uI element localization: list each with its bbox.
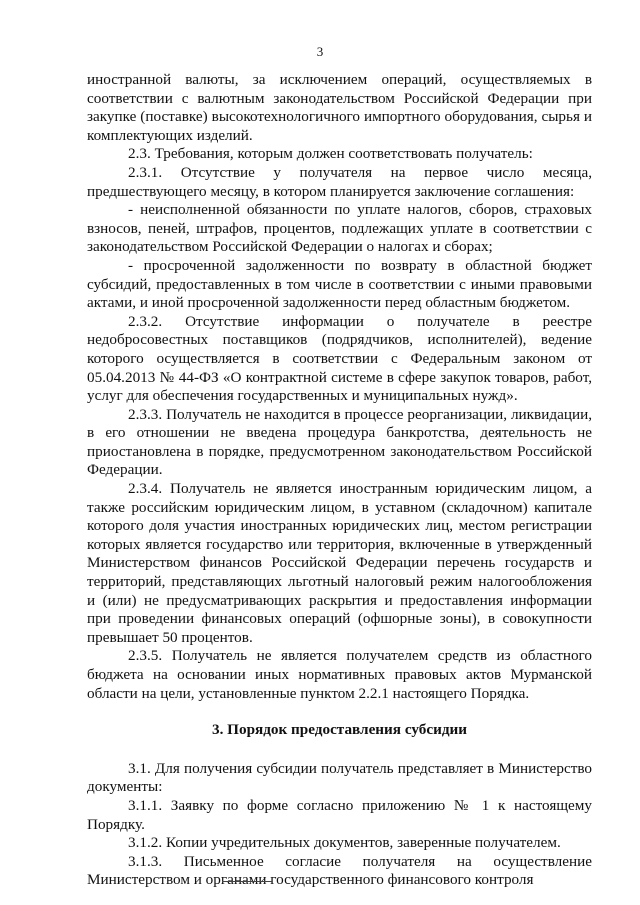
paragraph-2-3-5: 2.3.5. Получатель не является получателем средств из областного бюджета на основании иных нормативных правовых актов Мурманской области на цели, установленные пунктом 2.2.1 настоящего Порядка. [87,647,592,702]
paragraph-tax-debt: - неисполненной обязанности по уплате налогов, сборов, страховых взносов, пеней, штрафов, процентов, подлежащих уплате в соответствии с законодательством Российской Федерации о налогах и сборах; [87,201,592,256]
paragraph-3-1-3: 3.1.3. Письменное согласие получателя на осуществление Министерством и органами государственного финансового контроля [87,852,592,889]
paragraph-2-3-1: 2.3.1. Отсутствие у получателя на первое число месяца, предшествующего месяцу, в котором планируется заключение соглашения: [87,163,592,200]
paragraph-budget-debt: - просроченной задолженности по возврату в областной бюджет субсидий, предоставленных в том числе в соответствии с иными правовыми актами, и иной просроченной задолженности перед областным бюджетом. [87,256,592,312]
paragraph-2-3: 2.3. Требования, которым должен соответствовать получатель: [128,145,533,163]
section-heading: 3. Порядок предоставления субсидии [211,721,468,739]
paragraph-2-3-4: 2.3.4. Получатель не является иностранным юридическим лицом, а также российским юридическим лицом, в уставном (складочном) капитале которого доля участия иностранных юридических лиц, местом регистрации которых является государство или территория, включенные в утвержденный Министерством финансов Российской Федерации перечень государств и территорий, представляющих льготный налоговый режим налогообложения и (или) не предусматривающих раскрытия и предоставления информации при проведении финансовых операций (офшорные зоны), в совокупности превышает 50 процентов. [87,480,592,646]
paragraph-3-1: 3.1. Для получения субсидии получатель представляет в Министерство документы: [87,759,592,796]
paragraph-2-3-3: 2.3.3. Получатель не находится в процессе реорганизации, ликвидации, в его отношении не введена процедура банкротства, деятельность не приостановлена в порядке, предусмотренном законодательством Российской Федерации. [87,405,592,479]
paragraph-3-1-2: 3.1.2. Копии учредительных документов, заверенные получателем. [128,834,561,852]
page-number: 3 [316,44,324,59]
paragraph-2-3-2: 2.3.2. Отсутствие информации о получателе в реестре недобросовестных поставщиков (подрядчиков, исполнителей), ведение которого осуществляется в соответствии с Федеральным законом от 05.04.2013 № 44-ФЗ «О контрактной системе в сфере закупок товаров, работ, услуг для обеспечения государственных и муниципальных нужд». [87,312,592,405]
paragraph-3-1-1: 3.1.1. Заявку по форме согласно приложению № 1 к настоящему Порядку. [87,796,592,833]
document-body [87,71,592,890]
paragraph-currency: иностранной валюты, за исключением операций, осуществляемых в соответствии с валютным законодательством Российской Федерации при закупке (поставке) высокотехнологичного импортного оборудования, сырья и комплектующих изделий. [87,71,592,144]
footer-divider [222,881,272,882]
